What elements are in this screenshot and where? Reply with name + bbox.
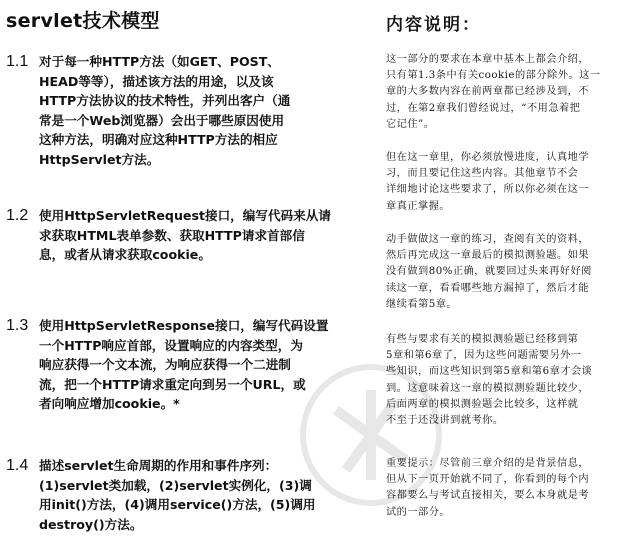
text-line: 使用HttpServletResponse接口，编写代码设置 xyxy=(39,318,329,333)
text-line: 习，而且要记住这些内容。其他章节不会 xyxy=(386,168,579,180)
text-line: 读这一章，看看哪些地方漏掉了，然后才能 xyxy=(386,282,590,294)
text-line: 求获取HTML表单参数、获取HTTP请求首部信 xyxy=(39,227,305,243)
objective-text xyxy=(39,52,339,169)
objective-number: 1.1 xyxy=(6,53,29,70)
notes-title: 内容说明： xyxy=(386,15,481,35)
text-line: 响应获得一个文本流，为响应获得一个二进制 xyxy=(39,357,291,372)
objective-text xyxy=(39,206,339,265)
text-line: 这种方法，明确对应这种HTTP方法的相应 xyxy=(39,132,278,147)
text-line: 试的一部分。 xyxy=(386,506,451,518)
text-line: 重要提示：尽管前三章介绍的是背景信息， xyxy=(386,458,590,469)
text-line: 容都要么与考试直接相关，要么本身就是考 xyxy=(386,490,590,502)
text-line: (1)servlet类加载，(2)servlet实例化，(3)调 xyxy=(39,477,312,493)
objective-number: 1.2 xyxy=(6,207,29,224)
text-line: destroy()方法。 xyxy=(39,516,143,532)
text-line: 者向响应增加cookie。* xyxy=(39,396,180,411)
objective-number: 1.4 xyxy=(6,457,29,474)
notes-paragraph xyxy=(386,150,626,215)
text-line: 继续看第5章。 xyxy=(386,298,458,310)
text-line: 动手做做这一章的练习，查阅有关的资料， xyxy=(386,234,590,245)
text-line: 只有第1.3条中有关cookie的部分除外。这一 xyxy=(386,70,601,82)
text-line: 使用HttpServletRequest接口，编写代码来从请 xyxy=(39,208,331,223)
text-line: 些知识，而这些知识到第5章和第6章才会谈 xyxy=(386,366,593,378)
text-line: 但在这一章里，你必须放慢进度，认真地学 xyxy=(386,152,590,163)
text-line: 过，在第2章我们曾经说过，“不用急着把 xyxy=(386,102,581,114)
text-line: 但从下一页开始就不同了，你看到的每个内 xyxy=(386,474,590,486)
notes-paragraph xyxy=(386,52,626,133)
text-line: HttpServlet方法。 xyxy=(39,151,160,167)
text-line: 没有做到80%正确，就要回过头来再好好阅 xyxy=(386,266,592,278)
notes-paragraph xyxy=(386,332,626,429)
text-line: 息，或者从请求获取cookie。 xyxy=(39,247,211,262)
text-line: 一个HTTP响应首部，设置响应的内容类型，为 xyxy=(39,337,303,353)
text-line: 到。这意味着这一章的模拟测验题比较少， xyxy=(386,382,590,394)
text-line: 对于每一种HTTP方法（如GET、POST、 xyxy=(39,54,280,69)
text-line: 描述servlet生命周期的作用和事件序列： xyxy=(39,458,278,473)
text-line: 这一部分的要求在本章中基本上都会介绍， xyxy=(386,54,590,65)
text-line: 流，把一个HTTP请求重定向到另一个URL，或 xyxy=(39,376,306,392)
text-line: 章的大多数内容在前两章都已经涉及到，不 xyxy=(386,86,590,98)
text-line: 后面两章的模拟测验题会比较多，这样就 xyxy=(386,398,579,410)
text-line: HTTP方法协议的技术特性，并列出客户（通 xyxy=(39,93,291,108)
text-line: 不至于还没讲到就考你。 xyxy=(386,415,504,427)
text-line: 用init()方法，(4)调用service()方法，(5)调用 xyxy=(39,497,316,512)
text-line: 有些与要求有关的模拟测验题已经移到第 xyxy=(386,334,579,345)
objective-text xyxy=(39,316,339,414)
text-line: 章真正掌握。 xyxy=(386,200,451,212)
objective-text xyxy=(39,456,339,534)
text-line: 然后再完成这一章最后的模拟测验题。如果 xyxy=(386,250,590,262)
notes-paragraph xyxy=(386,232,626,313)
text-line: 常是一个Web浏览器）会出于哪些原因使用 xyxy=(39,112,285,128)
text-line: HEAD等等），描述该方法的用途，以及该 xyxy=(39,73,274,89)
objective-number: 1.3 xyxy=(6,317,29,334)
section-title: servlet技术模型 xyxy=(6,10,160,32)
text-line: 5章和第6章了，因为这些问题需要另外一 xyxy=(386,350,582,362)
text-line: 详细地讨论这些要求了，所以你必须在这一 xyxy=(386,184,590,196)
notes-paragraph-important xyxy=(386,456,626,521)
text-line: 它记住”。 xyxy=(386,118,435,130)
